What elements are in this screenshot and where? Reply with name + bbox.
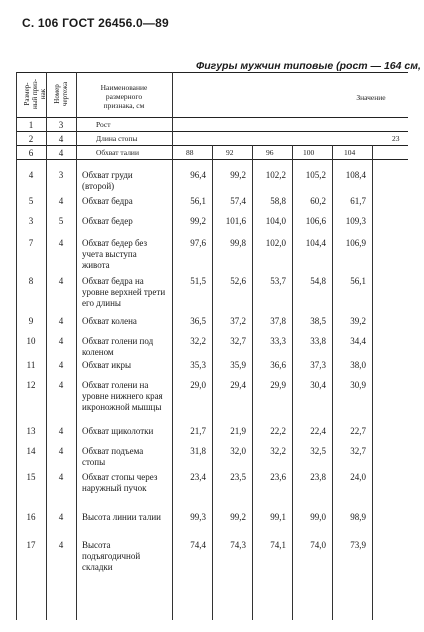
row-value: 37,3 xyxy=(310,360,326,370)
row-number: 16 xyxy=(26,512,36,522)
col-divider xyxy=(292,145,293,620)
col-divider xyxy=(252,145,253,620)
row-figure: 4 xyxy=(58,148,64,158)
row-value: 21,7 xyxy=(190,426,206,436)
row-value: 73,9 xyxy=(350,540,366,550)
row-value: 29,9 xyxy=(270,380,286,390)
row-value: 106,6 xyxy=(305,216,326,226)
row-value: 35,9 xyxy=(230,360,246,370)
row-figure: 4 xyxy=(58,316,64,326)
row-number: 8 xyxy=(28,276,34,286)
row-figure: 5 xyxy=(58,216,64,226)
row-name: Обхват голени на уровне нижнего края икроножной мышцы xyxy=(82,380,163,412)
row-value: 102,2 xyxy=(265,170,286,180)
row-value: 104,4 xyxy=(305,238,326,248)
row-figure: 4 xyxy=(58,276,64,286)
row-number: 5 xyxy=(28,196,34,206)
row-value: 58,8 xyxy=(270,196,286,206)
waist-size: 88 xyxy=(186,148,194,157)
row-value: 23,8 xyxy=(310,472,326,482)
row-name: Обхват щиколотки xyxy=(82,426,154,436)
row-value: 32,0 xyxy=(230,446,246,456)
row-name: Обхват бедер xyxy=(82,216,133,226)
row-value: 106,9 xyxy=(345,238,366,248)
row-value: 102,0 xyxy=(265,238,286,248)
row-name: Высота подъягодичной складки xyxy=(82,540,141,572)
row-value: 108,4 xyxy=(345,170,366,180)
row-value: 32,2 xyxy=(190,336,206,346)
row-value: 22,2 xyxy=(270,426,286,436)
row-value: 36,6 xyxy=(270,360,286,370)
row-value: 99,8 xyxy=(230,238,246,248)
row-figure: 4 xyxy=(58,238,64,248)
row-value: 23,4 xyxy=(190,472,206,482)
row-name: Обхват бедер без учета выступа живота xyxy=(82,238,148,270)
page-header: С. 106 ГОСТ 26456.0—89 xyxy=(22,16,169,30)
row-value: 105,2 xyxy=(305,170,326,180)
row-figure: 4 xyxy=(58,426,64,436)
row-figure: 4 xyxy=(58,134,64,144)
row-figure: 4 xyxy=(58,540,64,550)
row-value: 33,3 xyxy=(270,336,286,346)
row-figure: 4 xyxy=(58,380,64,390)
row-number: 15 xyxy=(26,472,36,482)
row-figure: 3 xyxy=(58,170,64,180)
row-figure: 4 xyxy=(58,472,64,482)
row-value: 51,5 xyxy=(190,276,206,286)
row-name: Обхват подъема стопы xyxy=(82,446,144,467)
row-name: Обхват голени под коленом xyxy=(82,336,154,357)
row-number: 7 xyxy=(28,238,34,248)
row-value: 32,5 xyxy=(310,446,326,456)
row-value: 38,5 xyxy=(310,316,326,326)
col-divider xyxy=(372,145,373,620)
col-divider xyxy=(332,145,333,620)
row-number: 11 xyxy=(26,360,36,370)
row-value: 29,0 xyxy=(190,380,206,390)
row-value: 53,7 xyxy=(270,276,286,286)
row-figure: 3 xyxy=(58,120,64,130)
row-value: 23,6 xyxy=(270,472,286,482)
row-name: Рост xyxy=(96,120,111,129)
row-value: 23,5 xyxy=(230,472,246,482)
row-number: 3 xyxy=(28,216,34,226)
row-number: 1 xyxy=(28,120,34,130)
row-value: 36,5 xyxy=(190,316,206,326)
row-value: 99,2 xyxy=(230,512,246,522)
row-value: 61,7 xyxy=(350,196,366,206)
row-value: 21,9 xyxy=(230,426,246,436)
row-value: 96,4 xyxy=(190,170,206,180)
row-value: 52,6 xyxy=(230,276,246,286)
row-number: 10 xyxy=(26,336,36,346)
row-value: 99,0 xyxy=(310,512,326,522)
row-figure: 4 xyxy=(58,512,64,522)
row-value: 37,2 xyxy=(230,316,246,326)
row-value: 98,9 xyxy=(350,512,366,522)
row-value: 24,0 xyxy=(350,472,366,482)
row-value: 30,4 xyxy=(310,380,326,390)
row-number: 9 xyxy=(28,316,34,326)
row-value: 57,4 xyxy=(230,196,246,206)
row-name: Обхват груди (второй) xyxy=(82,170,133,191)
row-value: 99,2 xyxy=(230,170,246,180)
row-value: 38,0 xyxy=(350,360,366,370)
row-value: 54,8 xyxy=(310,276,326,286)
waist-size: 92 xyxy=(226,148,234,157)
row-name: Обхват бедра xyxy=(82,196,133,206)
col-header-value: Значение xyxy=(356,93,386,102)
row-name: Обхват колена xyxy=(82,316,137,326)
row-name: Обхват талии xyxy=(96,148,139,157)
row-number: 2 xyxy=(28,134,34,144)
row-value: 32,7 xyxy=(350,446,366,456)
col-divider xyxy=(212,145,213,620)
col-header-name: Наименование размерного признака, см xyxy=(100,83,148,110)
row-rule xyxy=(16,131,408,132)
col-divider xyxy=(46,72,47,620)
col-header-figure: Номер чертежа xyxy=(53,81,69,107)
col-divider xyxy=(172,72,173,620)
row-value: 56,1 xyxy=(350,276,366,286)
row-value: 29,4 xyxy=(230,380,246,390)
row-number: 17 xyxy=(26,540,36,550)
row-value: 60,2 xyxy=(310,196,326,206)
row-value: 33,8 xyxy=(310,336,326,346)
row-value: 22,7 xyxy=(350,426,366,436)
row-figure: 4 xyxy=(58,360,64,370)
row-value: 37,8 xyxy=(270,316,286,326)
row-figure: 4 xyxy=(58,336,64,346)
waist-size: 100 xyxy=(303,148,315,157)
row-value: 56,1 xyxy=(190,196,206,206)
row-value: 31,8 xyxy=(190,446,206,456)
row-value: 39,2 xyxy=(350,316,366,326)
row-value: 101,6 xyxy=(225,216,246,226)
row-number: 6 xyxy=(28,148,34,158)
row-value: 32,2 xyxy=(270,446,286,456)
row-number: 13 xyxy=(26,426,36,436)
row-number: 12 xyxy=(26,380,36,390)
row-value: 97,6 xyxy=(190,238,206,248)
row-number: 14 xyxy=(26,446,36,456)
table-top-rule xyxy=(16,72,408,73)
row-value: 22,4 xyxy=(310,426,326,436)
waist-size: 96 xyxy=(266,148,274,157)
row-name: Обхват икры xyxy=(82,360,132,370)
row-value: 74,4 xyxy=(190,540,206,550)
row-name: Высота линии талии xyxy=(82,512,161,522)
waist-size: 104 xyxy=(344,148,356,157)
row-name: Обхват бедра на уровне верхней трети его длины xyxy=(82,276,166,308)
row-name: Длина стопы xyxy=(96,134,138,143)
table-title: Фигуры мужчин типовые (рост — 164 см, xyxy=(196,60,421,72)
row-value: 74,3 xyxy=(230,540,246,550)
row-figure: 4 xyxy=(58,196,64,206)
row-value: 104,0 xyxy=(265,216,286,226)
row-name: Обхват стопы через наружный пучок xyxy=(82,472,158,493)
row-value: 74,1 xyxy=(270,540,286,550)
row-value: 74,0 xyxy=(310,540,326,550)
row-number: 4 xyxy=(28,170,34,180)
row-value: 99,1 xyxy=(270,512,286,522)
row-value: 109,3 xyxy=(345,216,366,226)
row-value: 34,4 xyxy=(350,336,366,346)
row-value: 30,9 xyxy=(350,380,366,390)
row-figure: 4 xyxy=(58,446,64,456)
col-divider xyxy=(76,72,77,620)
row-value: 99,2 xyxy=(190,216,206,226)
row-value: 99,3 xyxy=(190,512,206,522)
col-header-feature: Размер- ный приз- нак xyxy=(23,78,47,110)
col-divider xyxy=(16,72,17,620)
row-value: 23 xyxy=(392,134,400,143)
row-value: 32,7 xyxy=(230,336,246,346)
header-bottom-rule xyxy=(16,117,408,118)
row-value: 35,3 xyxy=(190,360,206,370)
